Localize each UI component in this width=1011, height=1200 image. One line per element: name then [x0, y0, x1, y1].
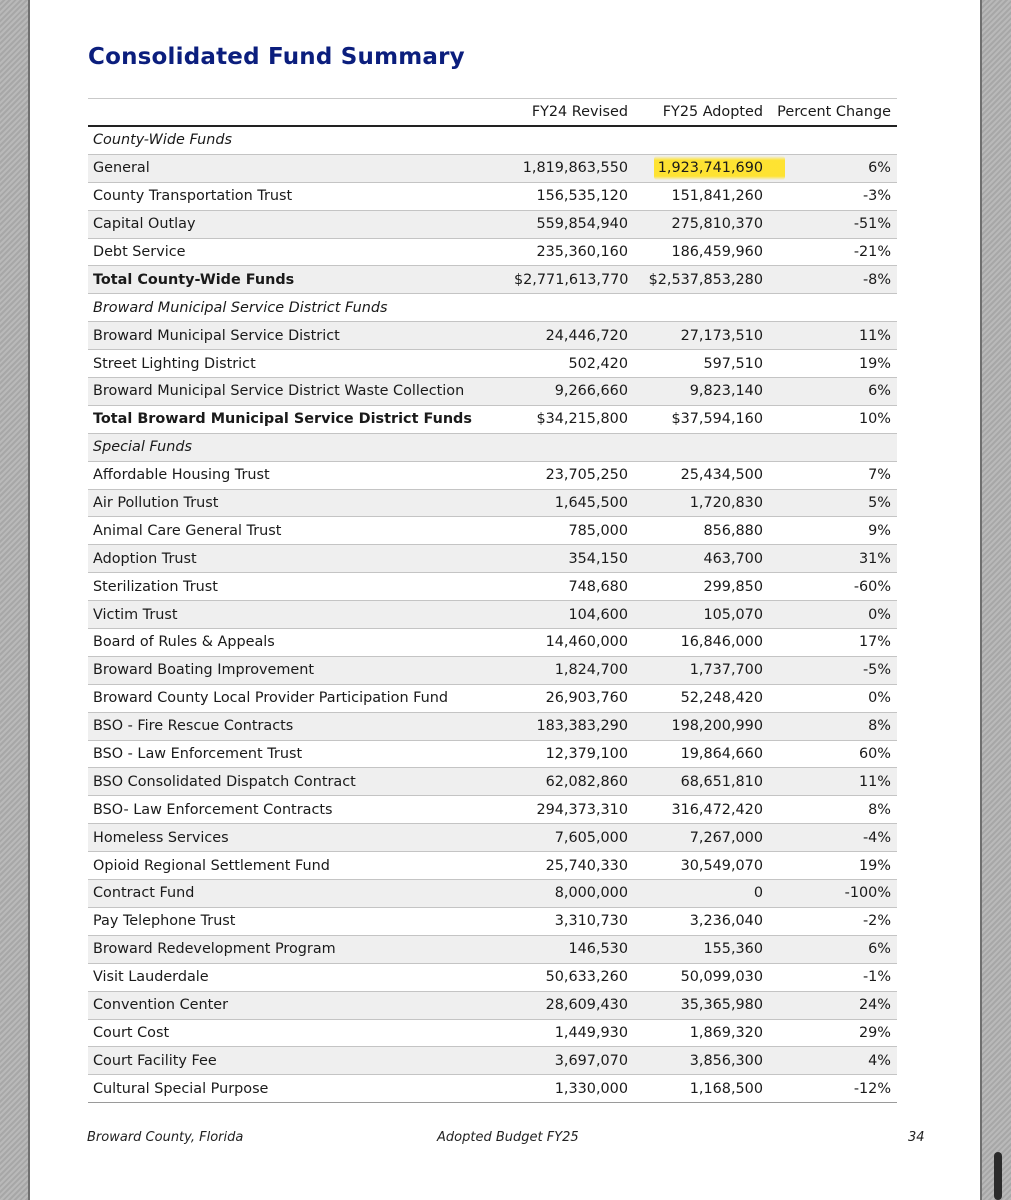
fy24-revised-cell: 7,605,000: [509, 824, 634, 852]
fy24-revised-cell: 14,460,000: [509, 629, 634, 657]
fy24-revised-cell: 25,740,330: [509, 852, 634, 880]
fy24-revised-cell: [509, 294, 634, 322]
fy24-revised-cell: 235,360,160: [509, 238, 634, 266]
fy25-adopted-cell: 7,267,000: [634, 824, 769, 852]
fy25-adopted-cell: 35,365,980: [634, 991, 769, 1019]
fy25-adopted-cell: 1,168,500: [634, 1075, 769, 1103]
percent-change-cell: [769, 126, 897, 154]
table-row: [88, 963, 897, 991]
table-row: [88, 852, 897, 880]
table-row: [88, 601, 897, 629]
table-row: [88, 573, 897, 601]
section-header-row: [88, 294, 897, 322]
fy24-revised-cell: 23,705,250: [509, 461, 634, 489]
percent-change-cell: 31%: [769, 545, 897, 573]
percent-change-cell: 6%: [769, 378, 897, 406]
percent-change-cell: 10%: [769, 405, 897, 433]
fy25-adopted-cell: 1,737,700: [634, 656, 769, 684]
percent-change-cell: -60%: [769, 573, 897, 601]
percent-change-cell: 8%: [769, 712, 897, 740]
highlighted-value: 1,923,741,690: [654, 156, 785, 180]
fy25-adopted-cell: 316,472,420: [634, 796, 769, 824]
table-row: [88, 322, 897, 350]
fy24-revised-cell: 3,310,730: [509, 907, 634, 935]
fy25-adopted-cell: 16,846,000: [634, 629, 769, 657]
fund-name-cell: BSO- Law Enforcement Contracts: [88, 796, 509, 824]
percent-change-cell: -100%: [769, 880, 897, 908]
percent-change-cell: 6%: [769, 935, 897, 963]
fy24-revised-cell: 502,420: [509, 350, 634, 378]
fy24-revised-cell: 294,373,310: [509, 796, 634, 824]
section-header-row: [88, 433, 897, 461]
fy25-adopted-cell: 25,434,500: [634, 461, 769, 489]
fund-name-cell: Broward Municipal Service District Waste Collection: [88, 378, 509, 406]
table-row: [88, 154, 897, 182]
percent-change-cell: 5%: [769, 489, 897, 517]
percent-change-cell: 8%: [769, 796, 897, 824]
fy24-revised-cell: $2,771,613,770: [509, 266, 634, 294]
fund-name-cell: Pay Telephone Trust: [88, 907, 509, 935]
section-header-row: [88, 126, 897, 154]
fund-name-cell: BSO - Law Enforcement Trust: [88, 740, 509, 768]
table-row: [88, 1019, 897, 1047]
percent-change-cell: -12%: [769, 1075, 897, 1103]
fy25-adopted-cell: 155,360: [634, 935, 769, 963]
fy25-adopted-cell: $37,594,160: [634, 405, 769, 433]
fund-name-cell: Board of Rules & Appeals: [88, 629, 509, 657]
percent-change-cell: 0%: [769, 684, 897, 712]
table-row: [88, 182, 897, 210]
fund-name-cell: County Transportation Trust: [88, 182, 509, 210]
fund-name-cell: Court Facility Fee: [88, 1047, 509, 1075]
fy25-adopted-cell: 105,070: [634, 601, 769, 629]
table-row: [88, 796, 897, 824]
fy25-adopted-cell: 299,850: [634, 573, 769, 601]
fund-summary-table: [88, 98, 897, 1103]
table-row: [88, 824, 897, 852]
header-percent-change: Percent Change: [769, 99, 897, 127]
fund-name-cell: Total Broward Municipal Service District Funds: [88, 405, 509, 433]
table-row: [88, 545, 897, 573]
fy24-revised-cell: 1,824,700: [509, 656, 634, 684]
percent-change-cell: -5%: [769, 656, 897, 684]
fy24-revised-cell: 8,000,000: [509, 880, 634, 908]
fy25-adopted-cell: 9,823,140: [634, 378, 769, 406]
fy24-revised-cell: $34,215,800: [509, 405, 634, 433]
fy24-revised-cell: 748,680: [509, 573, 634, 601]
scrollbar-thumb[interactable]: [994, 1152, 1002, 1200]
document-page: [32, 0, 980, 1200]
table-row: [88, 991, 897, 1019]
table-row: [88, 768, 897, 796]
header-fy25-adopted: FY25 Adopted: [634, 99, 769, 127]
total-row: [88, 266, 897, 294]
fund-name-cell: Broward County Local Provider Participation Fund: [88, 684, 509, 712]
fy25-adopted-cell: 597,510: [634, 350, 769, 378]
fy24-revised-cell: 785,000: [509, 517, 634, 545]
percent-change-cell: 7%: [769, 461, 897, 489]
fy25-adopted-cell: 186,459,960: [634, 238, 769, 266]
fy25-adopted-cell: 275,810,370: [634, 210, 769, 238]
left-page-margin: [0, 0, 30, 1200]
table-row: [88, 880, 897, 908]
fy25-adopted-cell: 1,720,830: [634, 489, 769, 517]
fy24-revised-cell: 559,854,940: [509, 210, 634, 238]
fund-name-cell: Broward Boating Improvement: [88, 656, 509, 684]
percent-change-cell: 17%: [769, 629, 897, 657]
fund-name-cell: Cultural Special Purpose: [88, 1075, 509, 1103]
fy25-adopted-cell: 68,651,810: [634, 768, 769, 796]
fund-name-cell: BSO Consolidated Dispatch Contract: [88, 768, 509, 796]
table-row: [88, 712, 897, 740]
fy25-adopted-cell: 27,173,510: [634, 322, 769, 350]
table-body: [88, 126, 897, 1103]
percent-change-cell: -2%: [769, 907, 897, 935]
fy25-adopted-cell: $2,537,853,280: [634, 266, 769, 294]
fy25-adopted-cell: 151,841,260: [634, 182, 769, 210]
table-header-row: [88, 99, 897, 127]
fund-name-cell: Convention Center: [88, 991, 509, 1019]
fund-name-cell: Visit Lauderdale: [88, 963, 509, 991]
fund-name-cell: Adoption Trust: [88, 545, 509, 573]
table-row: [88, 684, 897, 712]
fy25-adopted-cell: 198,200,990: [634, 712, 769, 740]
table-row: [88, 378, 897, 406]
fund-name-cell: Debt Service: [88, 238, 509, 266]
fy25-adopted-cell: 50,099,030: [634, 963, 769, 991]
fund-name-cell: County-Wide Funds: [88, 126, 509, 154]
percent-change-cell: 11%: [769, 322, 897, 350]
table-row: [88, 489, 897, 517]
fund-name-cell: Victim Trust: [88, 601, 509, 629]
fy25-adopted-cell: [634, 294, 769, 322]
table-row: [88, 935, 897, 963]
fy25-adopted-cell: 3,856,300: [634, 1047, 769, 1075]
right-page-margin: [980, 0, 1011, 1200]
table-row: [88, 1047, 897, 1075]
fund-name-cell: Capital Outlay: [88, 210, 509, 238]
table-row: [88, 517, 897, 545]
percent-change-cell: 29%: [769, 1019, 897, 1047]
fund-name-cell: Special Funds: [88, 433, 509, 461]
page-title: Consolidated Fund Summary: [88, 44, 465, 70]
table-row: [88, 907, 897, 935]
table-row: [88, 740, 897, 768]
fy25-adopted-cell: [634, 126, 769, 154]
fund-name-cell: Broward Redevelopment Program: [88, 935, 509, 963]
fund-name-cell: Homeless Services: [88, 824, 509, 852]
header-fy24-revised: FY24 Revised: [509, 99, 634, 127]
fy24-revised-cell: 24,446,720: [509, 322, 634, 350]
fy24-revised-cell: 12,379,100: [509, 740, 634, 768]
table-row: [88, 210, 897, 238]
percent-change-cell: 60%: [769, 740, 897, 768]
fund-name-cell: Opioid Regional Settlement Fund: [88, 852, 509, 880]
fund-name-cell: Court Cost: [88, 1019, 509, 1047]
fy25-adopted-cell: [634, 154, 769, 182]
fy24-revised-cell: 1,645,500: [509, 489, 634, 517]
fy24-revised-cell: 146,530: [509, 935, 634, 963]
total-row: [88, 405, 897, 433]
percent-change-cell: 6%: [769, 154, 897, 182]
percent-change-cell: -8%: [769, 266, 897, 294]
fy24-revised-cell: 62,082,860: [509, 768, 634, 796]
percent-change-cell: -1%: [769, 963, 897, 991]
fy24-revised-cell: 1,330,000: [509, 1075, 634, 1103]
fy24-revised-cell: 3,697,070: [509, 1047, 634, 1075]
fund-name-cell: Broward Municipal Service District: [88, 322, 509, 350]
fy24-revised-cell: 104,600: [509, 601, 634, 629]
fy24-revised-cell: 1,449,930: [509, 1019, 634, 1047]
fund-name-cell: BSO - Fire Rescue Contracts: [88, 712, 509, 740]
fy24-revised-cell: 156,535,120: [509, 182, 634, 210]
fund-name-cell: Street Lighting District: [88, 350, 509, 378]
fy24-revised-cell: [509, 433, 634, 461]
fund-name-cell: Contract Fund: [88, 880, 509, 908]
fy25-adopted-cell: 30,549,070: [634, 852, 769, 880]
fy25-adopted-cell: 0: [634, 880, 769, 908]
percent-change-cell: [769, 433, 897, 461]
table-row: [88, 1075, 897, 1103]
fy24-revised-cell: 1,819,863,550: [509, 154, 634, 182]
fy24-revised-cell: 28,609,430: [509, 991, 634, 1019]
fy25-adopted-cell: 1,869,320: [634, 1019, 769, 1047]
percent-change-cell: 24%: [769, 991, 897, 1019]
fy24-revised-cell: 9,266,660: [509, 378, 634, 406]
fund-name-cell: Affordable Housing Trust: [88, 461, 509, 489]
fy25-adopted-cell: 19,864,660: [634, 740, 769, 768]
fy25-adopted-cell: 856,880: [634, 517, 769, 545]
table-row: [88, 656, 897, 684]
percent-change-cell: 19%: [769, 852, 897, 880]
percent-change-cell: 11%: [769, 768, 897, 796]
percent-change-cell: -4%: [769, 824, 897, 852]
fy25-adopted-cell: 3,236,040: [634, 907, 769, 935]
fy24-revised-cell: 183,383,290: [509, 712, 634, 740]
fy24-revised-cell: [509, 126, 634, 154]
percent-change-cell: -21%: [769, 238, 897, 266]
percent-change-cell: -51%: [769, 210, 897, 238]
percent-change-cell: [769, 294, 897, 322]
fy25-adopted-cell: 463,700: [634, 545, 769, 573]
table-row: [88, 629, 897, 657]
footer-document-title: Adopted Budget FY25: [437, 1130, 579, 1145]
fy25-adopted-cell: 52,248,420: [634, 684, 769, 712]
header-fund-name: [88, 99, 509, 127]
table-row: [88, 350, 897, 378]
percent-change-cell: 4%: [769, 1047, 897, 1075]
fy25-adopted-cell: [634, 433, 769, 461]
fy24-revised-cell: 354,150: [509, 545, 634, 573]
fy24-revised-cell: 26,903,760: [509, 684, 634, 712]
fund-name-cell: General: [88, 154, 509, 182]
fy24-revised-cell: 50,633,260: [509, 963, 634, 991]
percent-change-cell: -3%: [769, 182, 897, 210]
table-row: [88, 238, 897, 266]
percent-change-cell: 19%: [769, 350, 897, 378]
fund-name-cell: Broward Municipal Service District Funds: [88, 294, 509, 322]
footer-county: Broward County, Florida: [87, 1130, 244, 1145]
fund-name-cell: Sterilization Trust: [88, 573, 509, 601]
percent-change-cell: 9%: [769, 517, 897, 545]
table-row: [88, 461, 897, 489]
footer-page-number: 34: [908, 1130, 925, 1145]
percent-change-cell: 0%: [769, 601, 897, 629]
fund-name-cell: Animal Care General Trust: [88, 517, 509, 545]
fund-name-cell: Total County-Wide Funds: [88, 266, 509, 294]
fund-name-cell: Air Pollution Trust: [88, 489, 509, 517]
